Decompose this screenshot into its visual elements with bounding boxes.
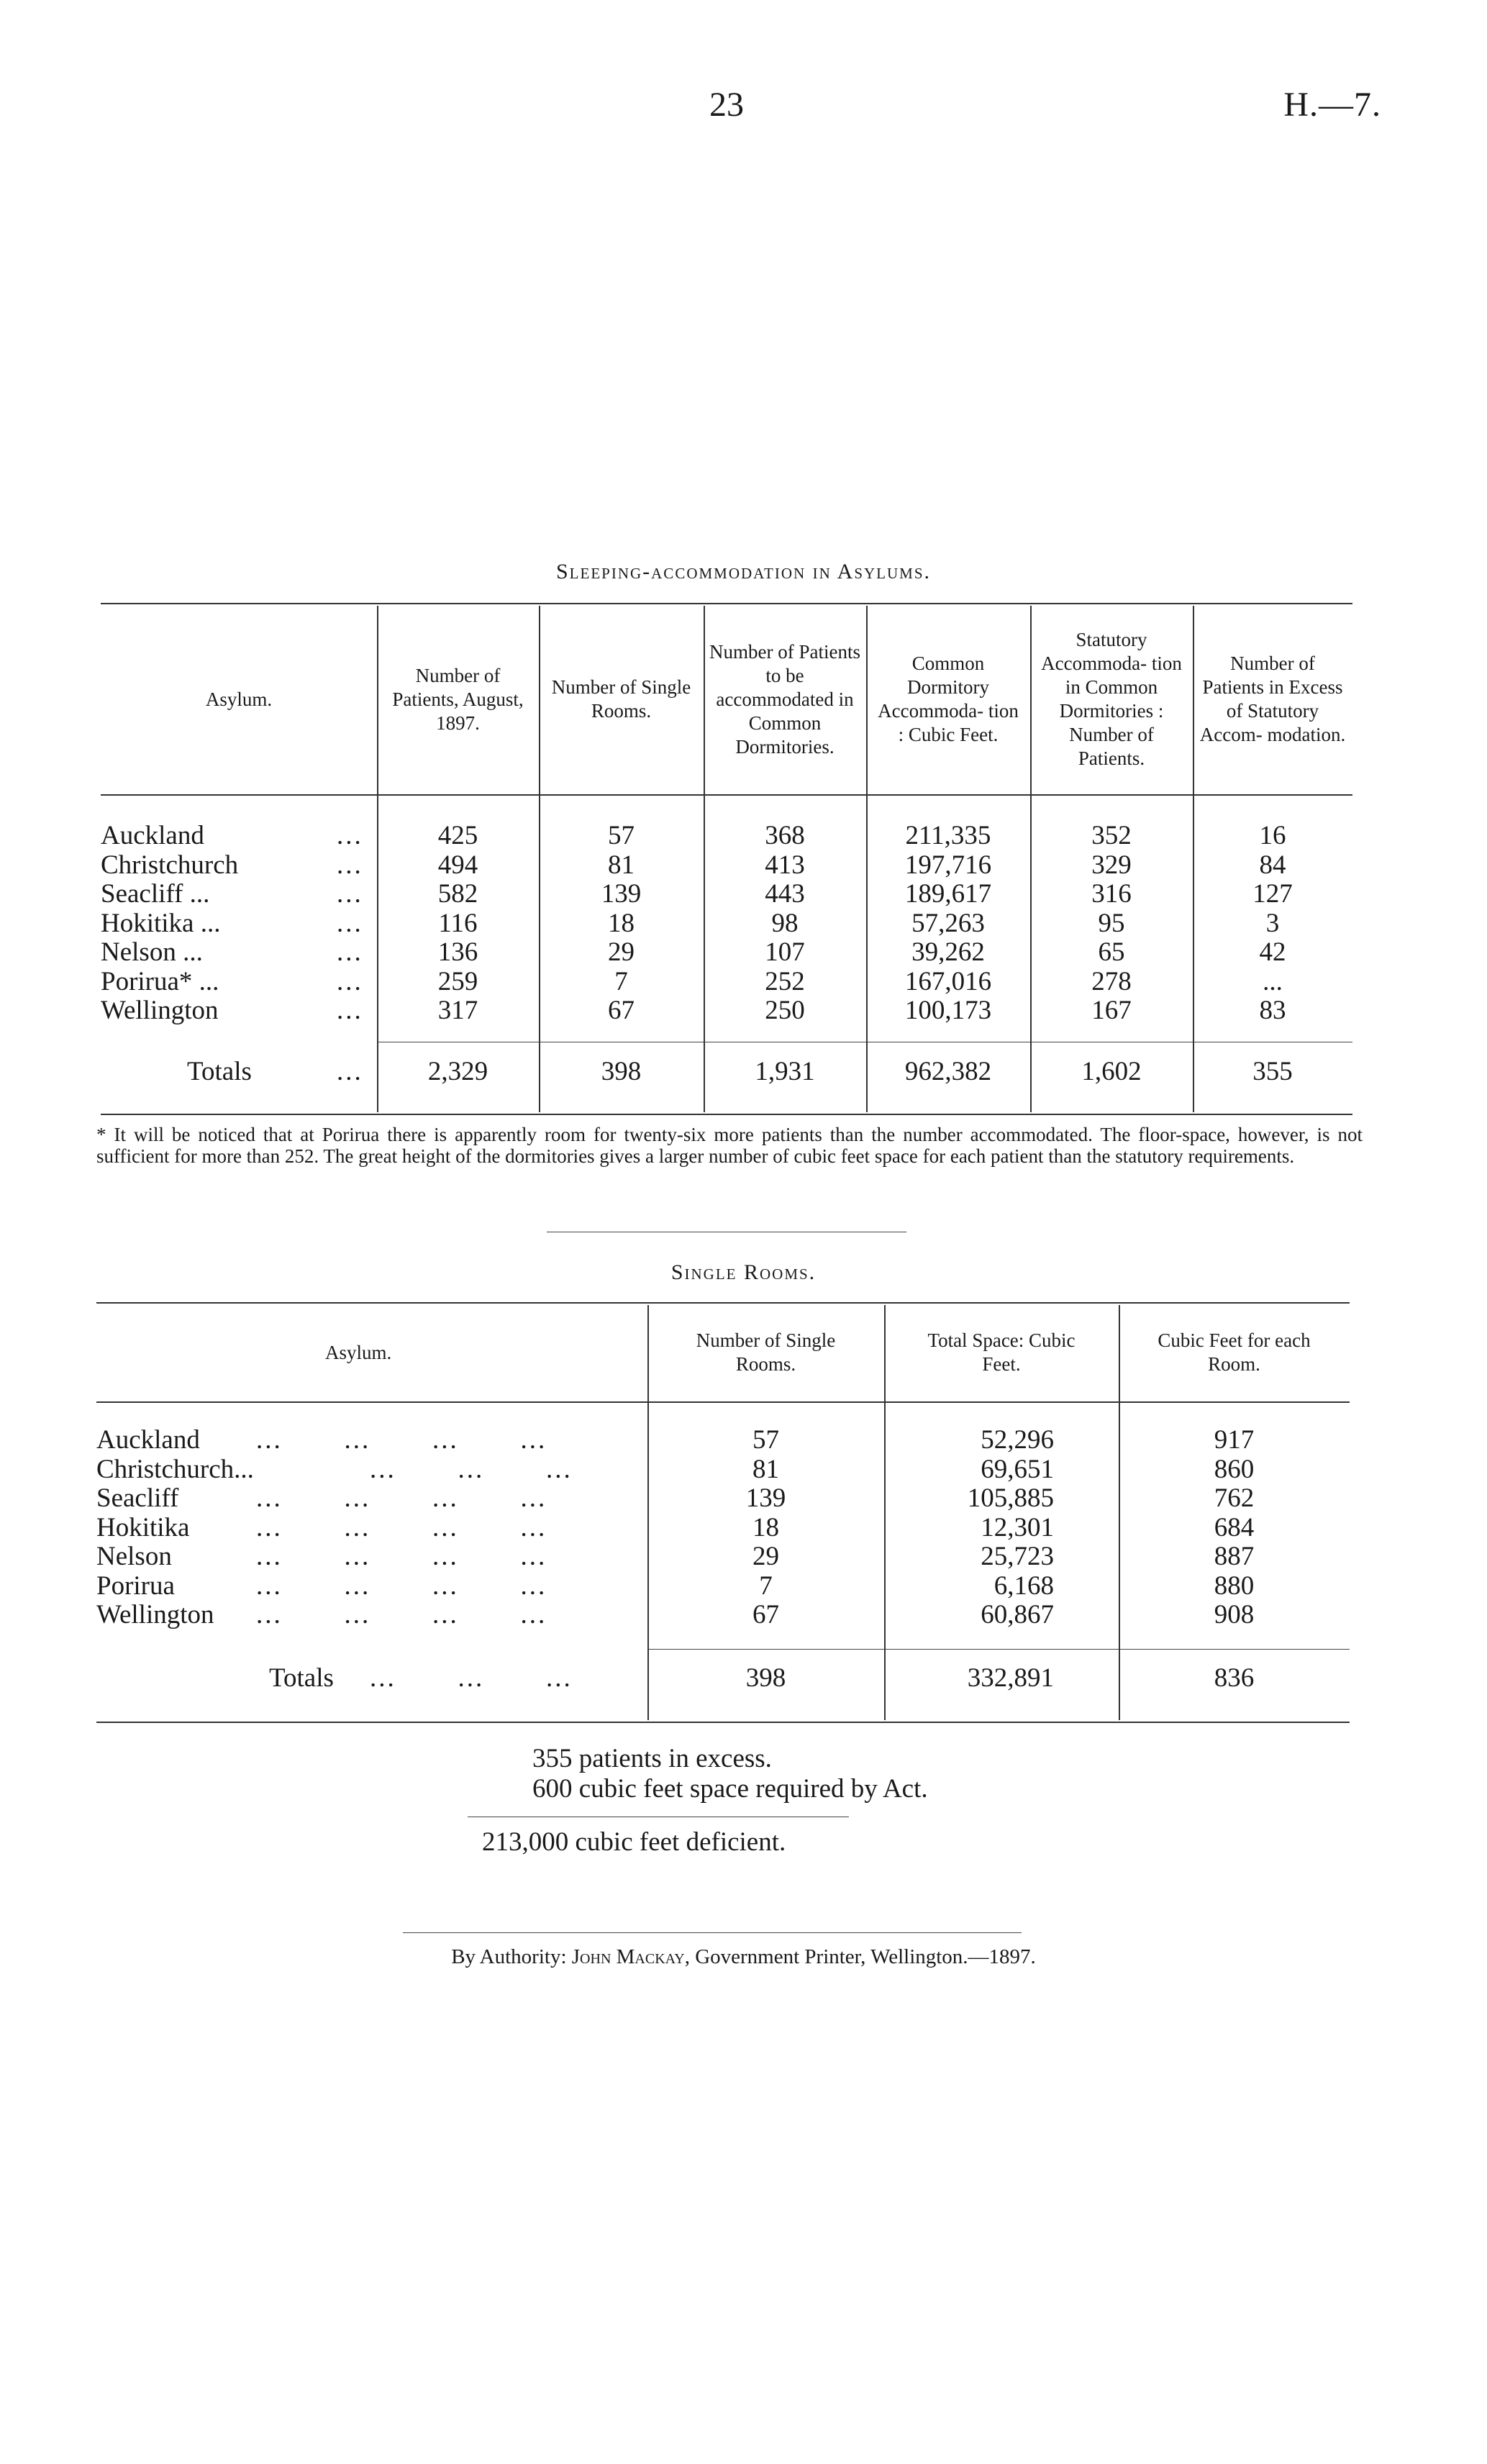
- single-rooms-cell: 57: [608, 821, 635, 850]
- imprint-suffix: Government Printer, Wellington.—1897.: [695, 1945, 1036, 1968]
- single-rooms-title: Single Rooms.: [670, 1260, 817, 1284]
- imprint: [0, 1945, 1487, 1969]
- table-row: [96, 1514, 1350, 1543]
- patients-cell: 317: [437, 996, 478, 1025]
- space-cell: 25,723: [981, 1542, 1054, 1571]
- imprint-rule: [403, 1932, 1022, 1933]
- asylum-name: Nelson ... ...: [101, 937, 363, 967]
- space-cell: 52,296: [981, 1425, 1054, 1455]
- table-rule: [101, 1114, 1352, 1115]
- excess-cell: ...: [1263, 966, 1283, 996]
- single-rooms-cell: 7: [614, 966, 628, 996]
- common-cell: 413: [765, 850, 805, 880]
- table-row: [101, 996, 1352, 1026]
- common-cell: 443: [765, 879, 805, 909]
- sleeping-table-totals: [101, 1058, 1352, 1087]
- single-rooms-cell: 81: [608, 850, 635, 880]
- column-header-cubic-feet: Common Dormitory Accommoda- tion : Cubic Feet.: [878, 653, 1019, 745]
- statutory-cell: 316: [1091, 879, 1132, 909]
- per-room-cell: 917: [1214, 1425, 1255, 1455]
- total-space: 332,891: [967, 1663, 1054, 1693]
- totals-row: [96, 1664, 1350, 1694]
- single-rooms-cell: 139: [601, 879, 642, 909]
- cubic-feet-cell: 39,262: [911, 937, 985, 967]
- table-rule: [96, 1302, 1350, 1304]
- rooms-cell: 18: [752, 1512, 779, 1542]
- single-rooms-cell: 18: [608, 908, 635, 938]
- table-rule: [96, 1722, 1350, 1723]
- patients-cell: 116: [438, 908, 478, 938]
- rooms-cell: 29: [752, 1542, 779, 1571]
- cubic-feet-cell: 167,016: [904, 966, 992, 996]
- page-number: 23: [709, 86, 744, 124]
- column-header-single-rooms: Number of Single Rooms.: [551, 676, 691, 722]
- patients-cell: 259: [437, 966, 478, 996]
- excess-cell: 42: [1259, 937, 1286, 967]
- column-header-asylum: Asylum.: [325, 1341, 392, 1363]
- imprint-prefix: By Authority:: [451, 1945, 567, 1968]
- rooms-cell: 81: [752, 1454, 779, 1484]
- printer-name: John Mackay,: [571, 1945, 690, 1968]
- table-row: [96, 1601, 1350, 1630]
- excess-cell: 127: [1252, 879, 1293, 909]
- table-row: [101, 938, 1352, 968]
- single-rooms-cell: 29: [608, 937, 635, 967]
- patients-cell: 582: [437, 879, 478, 909]
- total-per-room: 836: [1214, 1663, 1255, 1693]
- sleeping-table-header: [101, 606, 1352, 793]
- per-room-cell: 860: [1214, 1454, 1255, 1484]
- common-cell: 368: [765, 821, 805, 850]
- column-header-per-room: Cubic Feet for each Room.: [1158, 1329, 1311, 1375]
- document-reference: H.—7.: [1283, 86, 1381, 124]
- per-room-cell: 887: [1214, 1542, 1255, 1571]
- table-row: [101, 880, 1352, 909]
- space-cell: 105,885: [967, 1483, 1054, 1513]
- asylum-name: Nelson ... ... ... ...: [96, 1542, 547, 1571]
- table-row: [96, 1455, 1350, 1485]
- single-rooms-table-header: [96, 1305, 1350, 1400]
- table-row: [101, 968, 1352, 997]
- table-rule: [649, 1649, 1350, 1650]
- asylum-name: Seacliff ... ...: [101, 879, 363, 909]
- total-statutory: 1,602: [1081, 1057, 1142, 1086]
- sleeping-accommodation-title: Sleeping-accommodation in Asylums.: [555, 560, 932, 583]
- table-rule: [101, 603, 1352, 604]
- per-room-cell: 908: [1214, 1600, 1255, 1629]
- totals-label: Totals ...: [187, 1057, 363, 1086]
- statutory-cell: 65: [1098, 937, 1125, 967]
- table-row: [96, 1572, 1350, 1601]
- column-header-single-rooms: Number of Single Rooms.: [696, 1329, 836, 1375]
- column-header-patients: Number of Patients, August, 1897.: [392, 664, 524, 734]
- total-common: 1,931: [755, 1057, 815, 1086]
- common-cell: 250: [765, 996, 805, 1025]
- totals-label: Totals ... ... ...: [269, 1663, 573, 1693]
- asylum-name: Wellington ... ... ... ...: [96, 1600, 547, 1629]
- space-cell: 60,867: [981, 1600, 1054, 1629]
- column-header-asylum: Asylum.: [205, 688, 273, 710]
- single-rooms-table-totals: [96, 1664, 1350, 1694]
- cubic-feet-cell: 211,335: [905, 821, 991, 850]
- rooms-cell: 67: [752, 1600, 779, 1629]
- asylum-name: Hokitika ... ... ... ...: [96, 1512, 547, 1542]
- table-row: [101, 909, 1352, 939]
- excess-cell: 83: [1259, 996, 1286, 1025]
- asylum-name: Christchurch... ... ... ...: [96, 1454, 573, 1484]
- footnote: * It will be noticed that at Porirua there is apparently room for twenty-six more patients than the number accommodated. The floor-space, however, is not sufficient for more than 252. The great height of the dormitories gives a larger number of cubic feet space for each patient than the statutory requirements.: [96, 1124, 1363, 1167]
- asylum-name: Christchurch ...: [101, 850, 363, 880]
- excess-cell: 16: [1259, 821, 1286, 850]
- single-rooms-cell: 67: [608, 996, 635, 1025]
- per-room-cell: 762: [1214, 1483, 1255, 1513]
- rooms-cell: 139: [745, 1483, 786, 1513]
- rooms-cell: 7: [759, 1570, 773, 1601]
- asylum-name: Auckland ... ... ... ...: [96, 1425, 547, 1455]
- column-header-common-dormitory-patients: Number of Patients to be accommodated in Common Dormitories.: [709, 640, 860, 758]
- statutory-cell: 329: [1091, 850, 1132, 880]
- total-single-rooms: 398: [601, 1057, 642, 1086]
- asylum-name: Porirua* ... ...: [101, 966, 363, 996]
- excess-cell: 3: [1265, 908, 1280, 938]
- total-excess: 355: [1252, 1057, 1293, 1086]
- cubic-feet-cell: 57,263: [911, 908, 985, 938]
- cubic-feet-cell: 197,716: [904, 850, 992, 880]
- statutory-cell: 278: [1091, 966, 1132, 996]
- calc-line-excess: 355 patients in excess.: [532, 1744, 772, 1773]
- table-row: [96, 1484, 1350, 1514]
- statutory-cell: 167: [1091, 996, 1132, 1025]
- table-row: [96, 1426, 1350, 1455]
- excess-cell: 84: [1259, 850, 1286, 880]
- asylum-name: Porirua ... ... ... ...: [96, 1570, 547, 1601]
- common-cell: 98: [771, 908, 799, 938]
- per-room-cell: 684: [1214, 1512, 1255, 1542]
- table-row: [101, 822, 1352, 851]
- space-cell: 6,168: [993, 1570, 1054, 1601]
- asylum-name: Hokitika ... ...: [101, 908, 363, 938]
- common-cell: 252: [765, 966, 805, 996]
- space-cell: 12,301: [981, 1512, 1054, 1542]
- calc-line-required: 600 cubic feet space required by Act.: [532, 1774, 928, 1804]
- column-header-statutory: Statutory Accommoda- tion in Common Dormitories : Number of Patients.: [1041, 629, 1182, 769]
- rooms-cell: 57: [752, 1425, 779, 1455]
- column-header-excess: Number of Patients in Excess of Statutory Accom- modation.: [1199, 653, 1346, 745]
- table-row: [101, 851, 1352, 881]
- patients-cell: 494: [437, 850, 478, 880]
- asylum-name: Seacliff ... ... ... ...: [96, 1483, 547, 1513]
- calc-result: 213,000 cubic feet deficient.: [482, 1827, 786, 1857]
- sleeping-table-body: [101, 822, 1352, 1026]
- asylum-name: Auckland ...: [101, 821, 363, 850]
- statutory-cell: 95: [1098, 908, 1125, 938]
- table-rule: [101, 794, 1352, 796]
- patients-cell: 425: [437, 821, 478, 850]
- table-rule: [96, 1401, 1350, 1403]
- asylum-name: Wellington ...: [101, 996, 363, 1025]
- totals-row: [101, 1058, 1352, 1087]
- space-cell: 69,651: [981, 1454, 1054, 1484]
- total-patients: 2,329: [427, 1057, 488, 1086]
- statutory-cell: 352: [1091, 821, 1132, 850]
- single-rooms-table-body: [96, 1426, 1350, 1630]
- total-cubic-feet: 962,382: [904, 1057, 992, 1086]
- table-row: [96, 1542, 1350, 1572]
- per-room-cell: 880: [1214, 1570, 1255, 1601]
- patients-cell: 136: [437, 937, 478, 967]
- common-cell: 107: [765, 937, 805, 967]
- total-rooms: 398: [745, 1663, 786, 1693]
- column-header-total-space: Total Space: Cubic Feet.: [927, 1329, 1076, 1375]
- cubic-feet-cell: 189,617: [904, 879, 992, 909]
- cubic-feet-cell: 100,173: [904, 996, 992, 1025]
